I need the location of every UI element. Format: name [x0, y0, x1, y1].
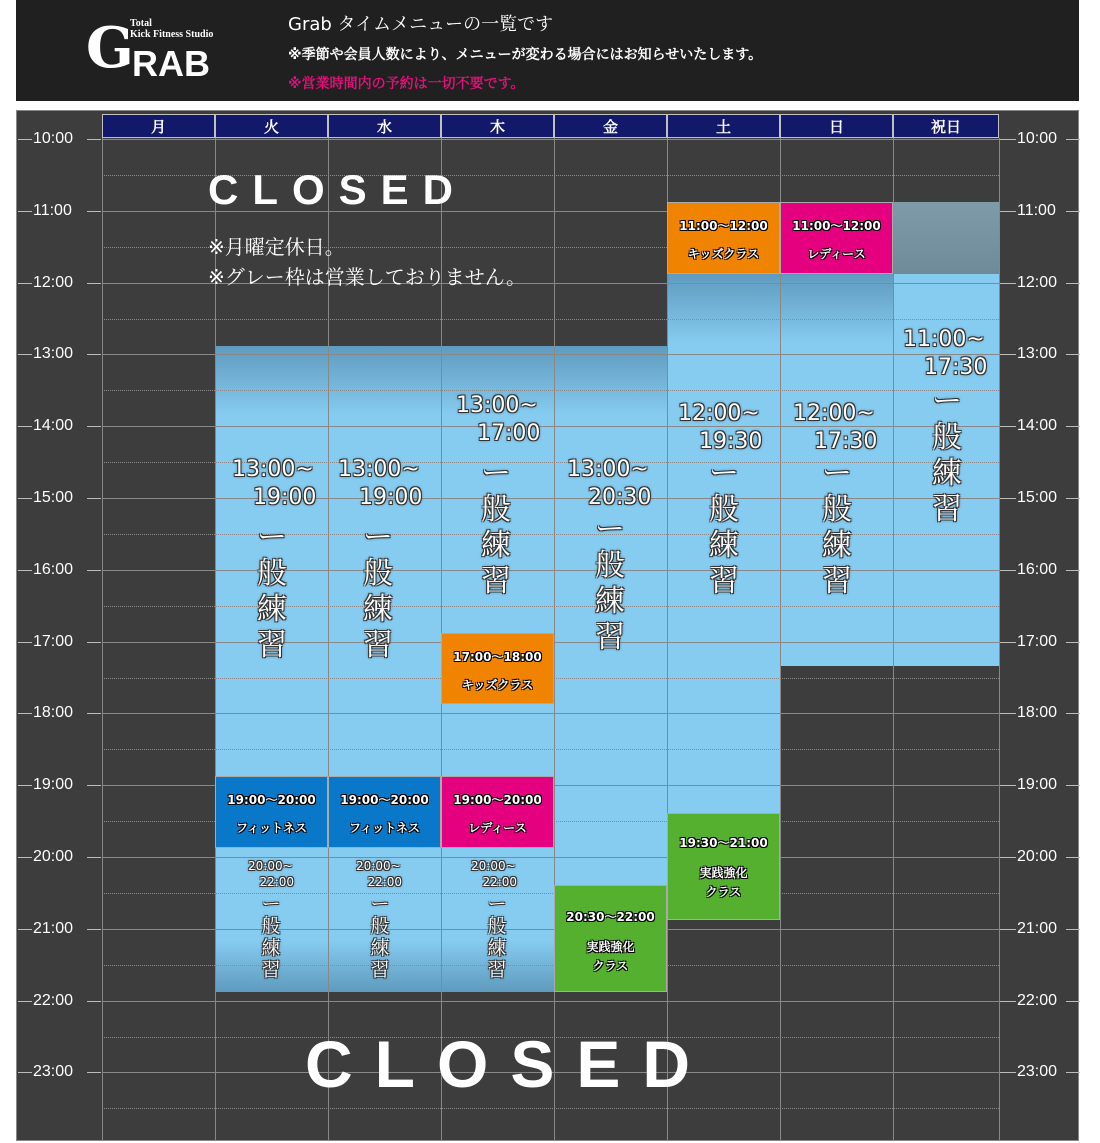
half-hour-line — [102, 606, 999, 607]
tue-general-time: 13:00~ 19:00 — [232, 457, 317, 510]
time-label-left-11: 21:00 — [33, 920, 74, 937]
thu-kids-class — [441, 633, 554, 704]
thu-evening-time: 20:00~ 22:00 — [471, 859, 518, 889]
time-tick — [87, 929, 101, 930]
sat-jissen-name1: 実践強化 — [699, 866, 748, 880]
holiday-grey-block — [893, 202, 999, 274]
time-tick — [1066, 929, 1080, 930]
time-label-right-9: 19:00 — [1017, 776, 1058, 793]
day-column-line — [999, 138, 1000, 1141]
hour-line — [102, 1001, 999, 1002]
time-label-left-13: 23:00 — [33, 1063, 74, 1080]
closed-top-label: CLOSED — [208, 166, 468, 213]
time-tick — [87, 713, 101, 714]
day-column-line — [893, 138, 894, 1141]
time-label-left-2: 12:00 — [33, 274, 74, 291]
fri-jissen-name2: クラス — [592, 959, 629, 973]
time-tick — [87, 426, 101, 427]
time-tick — [18, 929, 32, 930]
time-label-right-8: 18:00 — [1017, 704, 1058, 721]
hour-line — [102, 857, 999, 858]
hour-line — [102, 139, 999, 140]
day-column-line — [667, 138, 668, 1141]
sat-general-name: ー 般 練 習 — [709, 456, 739, 599]
wed-general-name: ー 般 練 習 — [363, 520, 393, 663]
hour-line — [102, 929, 999, 930]
tue-general-name: ー 般 練 習 — [257, 520, 287, 663]
time-tick — [18, 139, 32, 140]
time-tick — [1000, 713, 1016, 714]
holiday-general-time: 11:00~ 17:30 — [903, 327, 988, 380]
time-tick — [87, 283, 101, 284]
time-label-left-5: 15:00 — [33, 489, 74, 506]
wed-evening-name: ー 般 練 習 — [370, 893, 390, 981]
time-tick — [87, 570, 101, 571]
time-tick — [1000, 426, 1016, 427]
time-label-left-9: 19:00 — [33, 776, 74, 793]
tue-evening-name: ー 般 練 習 — [261, 893, 281, 981]
time-tick — [18, 785, 32, 786]
sat-jissen-class — [667, 813, 780, 920]
fri-general-time: 13:00~ 20:30 — [567, 457, 652, 510]
closed-bottom-label: CLOSED — [305, 1027, 713, 1101]
day-column-line — [102, 138, 103, 1141]
time-label-left-3: 13:00 — [33, 345, 74, 362]
day-tue: 火 — [215, 114, 328, 138]
sun-general-time: 12:00~ 17:30 — [793, 401, 878, 454]
time-tick — [18, 570, 32, 571]
hour-line — [102, 354, 999, 355]
time-tick — [1066, 570, 1080, 571]
time-label-right-12: 22:00 — [1017, 992, 1058, 1009]
time-label-left-7: 17:00 — [33, 633, 74, 650]
tue-fitness-name: フィットネス — [236, 821, 307, 835]
tue-fitness-time: 19:00〜20:00 — [227, 793, 316, 807]
header-bar — [16, 0, 1079, 101]
time-tick — [1066, 785, 1080, 786]
thu-general-time: 13:00~ 17:00 — [456, 393, 541, 446]
time-label-right-1: 11:00 — [1017, 202, 1056, 219]
thu-kids-time: 17:00〜18:00 — [453, 650, 542, 664]
time-tick — [18, 642, 32, 643]
time-tick — [18, 1072, 32, 1073]
time-tick — [1000, 785, 1016, 786]
time-label-right-4: 14:00 — [1017, 417, 1058, 434]
sun-general-name: ー 般 練 習 — [822, 456, 852, 599]
time-tick — [87, 354, 101, 355]
header-note: ※季節や会員人数により、メニューが変わる場合にはお知らせいたします。 — [288, 47, 763, 63]
reservation-note: ※営業時間内の予約は一切不要です。 — [288, 76, 525, 92]
time-tick — [87, 498, 101, 499]
half-hour-line — [102, 534, 999, 535]
wed-general-time: 13:00~ 19:00 — [338, 457, 423, 510]
time-label-right-10: 20:00 — [1017, 848, 1058, 865]
time-tick — [87, 785, 101, 786]
wed-fitness-time: 19:00〜20:00 — [340, 793, 429, 807]
grab-logo — [86, 8, 246, 88]
time-label-left-1: 11:00 — [33, 202, 72, 219]
logo-rab: RAB — [132, 43, 210, 84]
header-title: Grab タイムメニューの一覧です — [288, 14, 554, 35]
half-hour-line — [102, 1108, 999, 1109]
sat-jissen-time: 19:30〜21:00 — [679, 836, 768, 850]
thu-ladies-class — [441, 776, 554, 848]
time-tick — [18, 283, 32, 284]
time-label-right-2: 12:00 — [1017, 274, 1058, 291]
time-tick — [1066, 354, 1080, 355]
sat-kids-name: キッズクラス — [687, 247, 760, 261]
wed-fitness-class — [328, 776, 441, 848]
thu-ladies-name: レディース — [468, 821, 527, 835]
time-tick — [18, 713, 32, 714]
day-fri: 金 — [554, 114, 667, 138]
fri-jissen-time: 20:30〜22:00 — [566, 910, 655, 924]
time-tick — [1000, 570, 1016, 571]
day-holiday: 祝日 — [893, 114, 999, 138]
day-wed: 水 — [328, 114, 441, 138]
time-tick — [18, 1001, 32, 1002]
time-tick — [1000, 354, 1016, 355]
logo-g: G — [86, 15, 132, 81]
wed-evening-time: 20:00~ 22:00 — [356, 859, 403, 889]
thu-ladies-time: 19:00〜20:00 — [453, 793, 542, 807]
day-column-line — [780, 138, 781, 1141]
time-tick — [1066, 283, 1080, 284]
time-label-right-6: 16:00 — [1017, 561, 1058, 578]
time-label-right-13: 23:00 — [1017, 1063, 1058, 1080]
time-tick — [1000, 1001, 1016, 1002]
time-tick — [18, 354, 32, 355]
time-label-right-5: 15:00 — [1017, 489, 1058, 506]
time-label-left-10: 20:00 — [33, 848, 74, 865]
time-tick — [1066, 211, 1080, 212]
hour-line — [102, 713, 999, 714]
time-tick — [1000, 139, 1016, 140]
time-label-left-8: 18:00 — [33, 704, 74, 721]
sun-ladies-time: 11:00〜12:00 — [792, 219, 881, 233]
time-tick — [87, 1001, 101, 1002]
time-label-left-12: 22:00 — [33, 992, 74, 1009]
time-tick — [1066, 139, 1080, 140]
time-label-left-0: 10:00 — [33, 130, 74, 147]
logo-sub-studio: Kick Fitness Studio — [130, 29, 214, 40]
time-tick — [1066, 857, 1080, 858]
time-tick — [18, 857, 32, 858]
sat-kids-class — [667, 202, 780, 274]
time-tick — [1000, 211, 1016, 212]
time-tick — [1066, 1001, 1080, 1002]
time-tick — [1066, 498, 1080, 499]
holiday-general-name: ー 般 練 習 — [932, 384, 962, 527]
closed-note-monday: ※月曜定休日。 — [208, 235, 345, 259]
wed-fitness-name: フィットネス — [349, 821, 420, 835]
hour-line — [102, 570, 999, 571]
sat-general-time: 12:00~ 19:30 — [678, 401, 763, 454]
half-hour-line — [102, 390, 999, 391]
closed-note-grey: ※グレー枠は営業しておりません。 — [208, 265, 526, 289]
time-tick — [18, 498, 32, 499]
day-sat: 土 — [667, 114, 780, 138]
day-mon: 月 — [102, 114, 215, 138]
thu-general-name: ー 般 練 習 — [481, 456, 511, 599]
time-tick — [87, 642, 101, 643]
time-tick — [1000, 1072, 1016, 1073]
tue-evening-time: 20:00~ 22:00 — [248, 859, 295, 889]
time-tick — [1066, 426, 1080, 427]
sun-ladies-name: レディース — [807, 247, 866, 261]
thu-evening-name: ー 般 練 習 — [487, 893, 507, 981]
sun-ladies-class — [780, 202, 893, 274]
half-hour-line — [102, 749, 999, 750]
time-tick — [87, 211, 101, 212]
fri-general-name: ー 般 練 習 — [595, 512, 625, 655]
time-tick — [1000, 857, 1016, 858]
time-label-right-0: 10:00 — [1017, 130, 1058, 147]
time-tick — [1066, 642, 1080, 643]
time-tick — [18, 211, 32, 212]
time-tick — [87, 139, 101, 140]
time-label-left-4: 14:00 — [33, 417, 74, 434]
time-tick — [87, 857, 101, 858]
time-tick — [1000, 498, 1016, 499]
half-hour-line — [102, 319, 999, 320]
time-tick — [1000, 929, 1016, 930]
day-thu: 木 — [441, 114, 554, 138]
time-label-left-6: 16:00 — [33, 561, 74, 578]
time-tick — [1066, 1072, 1080, 1073]
time-tick — [87, 1072, 101, 1073]
time-label-right-3: 13:00 — [1017, 345, 1058, 362]
day-sun: 日 — [780, 114, 893, 138]
sat-jissen-name2: クラス — [705, 885, 742, 899]
fri-jissen-name1: 実践強化 — [586, 940, 635, 954]
half-hour-line — [102, 893, 999, 894]
half-hour-line — [102, 965, 999, 966]
time-label-right-11: 21:00 — [1017, 920, 1058, 937]
time-tick — [1000, 283, 1016, 284]
sat-kids-time: 11:00〜12:00 — [679, 219, 768, 233]
tue-fitness-class — [215, 776, 328, 848]
time-tick — [1066, 713, 1080, 714]
time-tick — [1000, 642, 1016, 643]
fri-jissen-class — [554, 885, 667, 992]
thu-kids-name: キッズクラス — [461, 678, 534, 692]
time-tick — [18, 426, 32, 427]
time-label-right-7: 17:00 — [1017, 633, 1058, 650]
logo-sub-total: Total — [130, 18, 152, 29]
